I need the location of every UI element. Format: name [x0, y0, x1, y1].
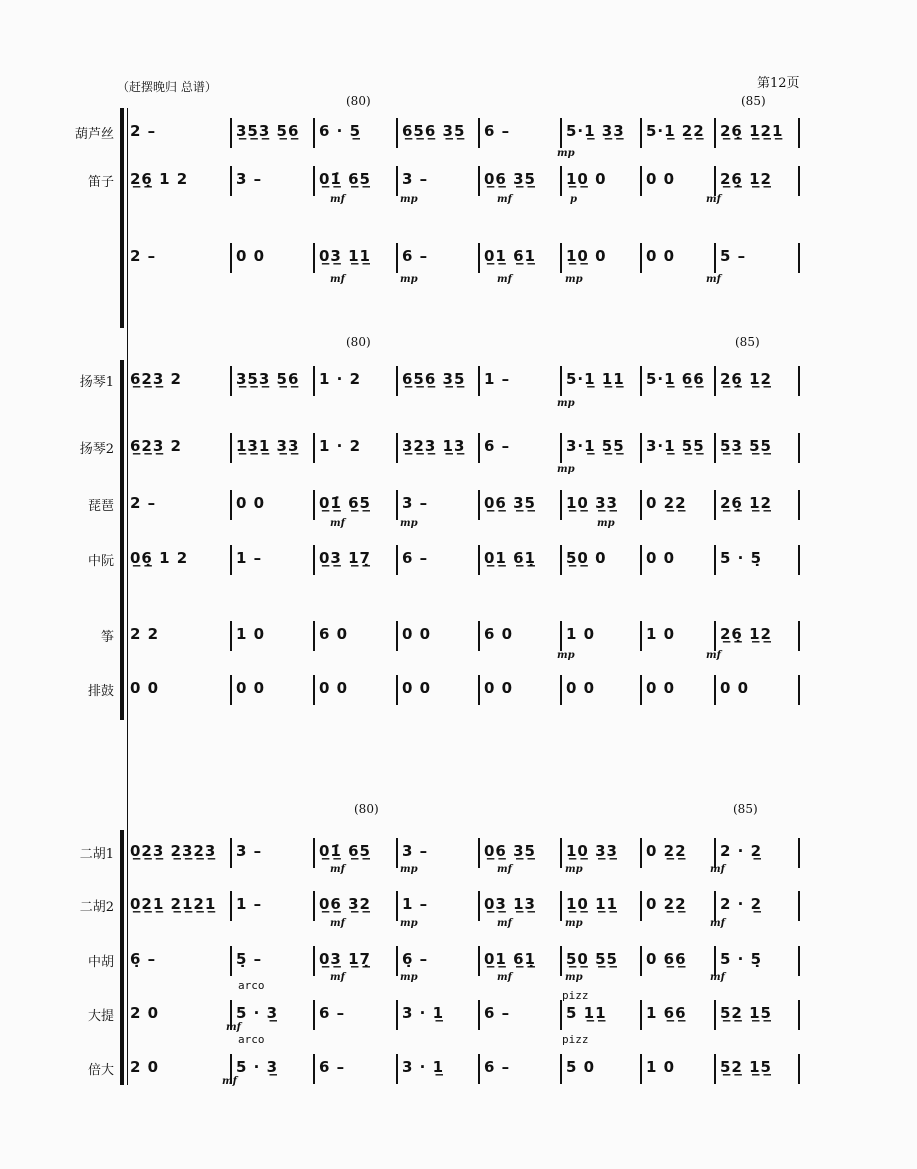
measure-number-85: (85)	[733, 802, 758, 816]
measure-notes: 0̲6̲ 3̲5̲	[484, 170, 536, 188]
barline	[640, 366, 642, 396]
measure-notes: 3̲5̲3̲ 5̲6̲	[236, 122, 300, 140]
dynamic-mp: mp	[400, 518, 418, 529]
staff-row	[128, 433, 803, 463]
dynamic-mp: mp	[400, 194, 418, 205]
barline	[714, 675, 716, 705]
measure-notes: 0̲6̲ 3̲5̲	[484, 494, 536, 512]
measure-notes: 6 · 5̲	[319, 122, 362, 140]
barline	[640, 118, 642, 148]
measure-notes: 5 · 3̲	[236, 1058, 279, 1076]
barline	[798, 366, 800, 396]
dynamic-mf: mf	[330, 274, 345, 285]
instrument-label: 扬琴1	[79, 375, 114, 390]
measure-notes: 0̲1̲̇ 6̲5̲	[319, 170, 371, 188]
barline	[714, 433, 716, 463]
barline	[396, 243, 398, 273]
measure-notes: 1 6̲6̲	[646, 1004, 687, 1022]
measure-notes: 3 –	[236, 842, 263, 860]
measure-notes: 2̲6̣̲ 1 2	[130, 170, 189, 188]
barline	[798, 621, 800, 651]
barline	[714, 621, 716, 651]
measure-notes: 1̲0̲ 3̲3̲	[566, 494, 618, 512]
measure-notes: 1 –	[402, 895, 429, 913]
system1-brace	[120, 108, 124, 328]
dynamic-mf: mf	[330, 864, 345, 875]
measure-notes: 1̲0̲ 1̲1̲	[566, 895, 618, 913]
barline	[640, 166, 642, 196]
measure-notes: 0̲2̲1̲ 2̲1̲2̲1̲	[130, 895, 217, 913]
barline	[396, 1054, 398, 1084]
dynamic-mp: mp	[565, 972, 583, 983]
barline	[640, 838, 642, 868]
barline	[560, 838, 562, 868]
dynamic-mf: mf	[222, 1076, 237, 1087]
barline	[714, 366, 716, 396]
measure-notes: 3 · 1̲	[402, 1058, 445, 1076]
barline	[396, 433, 398, 463]
barline	[714, 490, 716, 520]
measure-notes: 6 –	[484, 122, 511, 140]
measure-notes: 1 0	[566, 625, 596, 643]
dynamic-mf: mf	[226, 1022, 241, 1033]
instrument-label: 中阮	[87, 554, 114, 569]
measure-notes: 6 –	[402, 247, 429, 265]
measure-notes: 0 0	[566, 679, 596, 697]
barline	[714, 1054, 716, 1084]
barline	[313, 243, 315, 273]
measure-notes: 6̲5̲6̲ 3̲5̲	[402, 370, 466, 388]
measure-notes: 0 0	[236, 494, 266, 512]
measure-notes: 5 –	[720, 247, 747, 265]
measure-notes: 0 6̲6̲	[646, 950, 687, 968]
barline	[313, 891, 315, 921]
measure-notes: 0̲1̲ 6̲1̣̲	[484, 950, 536, 968]
dynamic-mp: mp	[565, 864, 583, 875]
measure-notes: 6̣ –	[402, 950, 429, 968]
dynamic-mf: mf	[706, 650, 721, 661]
measure-notes: 0 0	[646, 679, 676, 697]
barline	[396, 118, 398, 148]
technique-pizz: pizz	[562, 1033, 589, 1046]
barline	[560, 118, 562, 148]
barline	[313, 166, 315, 196]
measure-notes: 5 · 5̣	[720, 549, 763, 567]
barline	[313, 838, 315, 868]
measure-notes: 5̲2̲ 1̲5̲	[720, 1058, 772, 1076]
barline	[640, 675, 642, 705]
instrument-label: 扬琴2	[79, 442, 114, 457]
measure-notes: 0 0	[236, 679, 266, 697]
measure-notes: 1̲3̲1̲ 3̲3̲	[236, 437, 300, 455]
barline	[714, 118, 716, 148]
barline	[478, 675, 480, 705]
measure-notes: 1 –	[236, 549, 263, 567]
staff-row	[128, 366, 803, 396]
barline	[798, 490, 800, 520]
measure-notes: 2 2	[130, 625, 160, 643]
measure-notes: 5 · 3̲	[236, 1004, 279, 1022]
barline	[230, 243, 232, 273]
measure-notes: 5̲0̲ 5̲5̲	[566, 950, 618, 968]
instrument-label: 葫芦丝	[74, 127, 114, 142]
instrument-label: 二胡2	[79, 900, 114, 915]
measure-notes: 1̲0̲ 0	[566, 247, 607, 265]
technique-pizz: pizz	[562, 989, 589, 1002]
measure-notes: 5̲2̲ 1̲5̲	[720, 1004, 772, 1022]
measure-notes: 1 0	[646, 1058, 676, 1076]
measure-notes: 6̲2̲3̲ 2	[130, 370, 182, 388]
barline	[396, 1000, 398, 1030]
measure-notes: 2 –	[130, 494, 157, 512]
measure-notes: 5·1̲ 3̲3̲	[566, 122, 625, 140]
measure-notes: 0̲3̲ 1̲3̲	[484, 895, 536, 913]
score-subtitle: （赶摆晚归 总谱）	[117, 80, 217, 94]
measure-notes: 1 0	[646, 625, 676, 643]
barline	[313, 621, 315, 651]
measure-notes: 0̲6̲ 3̲2̲	[319, 895, 371, 913]
barline	[640, 891, 642, 921]
measure-notes: 6̣ –	[130, 950, 157, 968]
measure-notes: 0 0	[236, 247, 266, 265]
measure-notes: 6 0	[484, 625, 514, 643]
measure-notes: 2̲6̣̲ 1̲2̲	[720, 625, 772, 643]
staff-row	[128, 166, 803, 196]
dynamic-mp: mp	[565, 918, 583, 929]
barline	[313, 545, 315, 575]
barline	[640, 490, 642, 520]
measure-notes: 0 0	[130, 679, 160, 697]
measure-notes: 0̲1̲̇ 6̲5̲	[319, 494, 371, 512]
measure-notes: 1 · 2	[319, 437, 362, 455]
instrument-label: 排鼓	[87, 684, 114, 699]
barline	[640, 621, 642, 651]
dynamic-mf: mf	[330, 918, 345, 929]
measure-notes: 0 2̲2̲	[646, 895, 687, 913]
barline	[560, 1000, 562, 1030]
instrument-label: 倍大	[87, 1063, 114, 1078]
measure-notes: 3̲2̲3̲ 1̲3̲	[402, 437, 466, 455]
barline	[478, 166, 480, 196]
measure-notes: 5·1̲ 6̲6̲	[646, 370, 705, 388]
page-number: 第12页	[757, 76, 800, 91]
measure-notes: 3 · 1̲	[402, 1004, 445, 1022]
dynamic-mf: mf	[710, 864, 725, 875]
measure-notes: 6 –	[484, 437, 511, 455]
barline	[313, 490, 315, 520]
measure-notes: 1 –	[484, 370, 511, 388]
staff-row	[128, 545, 803, 575]
measure-notes: 3 –	[402, 170, 429, 188]
instrument-label: 筝	[100, 630, 114, 645]
technique-arco: arco	[238, 1033, 265, 1046]
barline	[478, 545, 480, 575]
measure-notes: 3 –	[402, 842, 429, 860]
measure-number-80: (80)	[346, 94, 371, 108]
measure-notes: 5̲3̲ 5̲5̲	[720, 437, 772, 455]
measure-notes: 5̲0̲ 0	[566, 549, 607, 567]
measure-notes: 2̲6̣̲ 1̲2̲1̲	[720, 122, 784, 140]
measure-notes: 1 0	[236, 625, 266, 643]
dynamic-mf: mf	[706, 274, 721, 285]
barline	[560, 490, 562, 520]
dynamic-mp: mp	[400, 918, 418, 929]
measure-notes: 0 0	[484, 679, 514, 697]
barline	[640, 243, 642, 273]
barline	[714, 243, 716, 273]
barline	[396, 545, 398, 575]
barline	[798, 545, 800, 575]
staff-row	[128, 243, 803, 273]
measure-notes: 5 1̲1̲	[566, 1004, 607, 1022]
measure-notes: 0̲3̲ 1̲7̣̲	[319, 549, 371, 567]
measure-number-85: (85)	[735, 335, 760, 349]
barline	[396, 366, 398, 396]
barline	[230, 946, 232, 976]
barline	[798, 1000, 800, 1030]
barline	[230, 675, 232, 705]
measure-notes: 0 0	[402, 625, 432, 643]
barline	[714, 166, 716, 196]
measure-notes: 2 0	[130, 1004, 160, 1022]
measure-notes: 0̲3̲ 1̲1̲	[319, 247, 371, 265]
dynamic-mf: mf	[330, 518, 345, 529]
dynamic-mf: mf	[710, 972, 725, 983]
barline	[798, 946, 800, 976]
measure-notes: 0̲1̲ 6̲1̲	[484, 247, 536, 265]
instrument-label: 琵琶	[87, 499, 114, 514]
barline	[798, 433, 800, 463]
staff-row	[128, 675, 803, 705]
measure-notes: 2 0	[130, 1058, 160, 1076]
barline	[396, 891, 398, 921]
staff-row	[128, 838, 803, 868]
measure-notes: 6 –	[484, 1004, 511, 1022]
measure-notes: 0̲2̲3̲ 2̲3̲2̲3̲	[130, 842, 217, 860]
staff-row	[128, 891, 803, 921]
barline	[560, 166, 562, 196]
instrument-label: 大提	[87, 1009, 114, 1024]
measure-notes: 0̲6̲ 3̲5̲	[484, 842, 536, 860]
measure-notes: 0 2̲2̲	[646, 842, 687, 860]
barline	[714, 545, 716, 575]
barline	[798, 891, 800, 921]
barline	[560, 621, 562, 651]
system2-brace	[120, 360, 124, 720]
measure-notes: 6 –	[319, 1058, 346, 1076]
measure-notes: 6 –	[402, 549, 429, 567]
dynamic-mf: mf	[330, 972, 345, 983]
dynamic-mp: mp	[557, 398, 575, 409]
dynamic-mp: mp	[400, 274, 418, 285]
measure-notes: 6 –	[484, 1058, 511, 1076]
instrument-label: 二胡1	[79, 847, 114, 862]
barline	[313, 1000, 315, 1030]
barline	[798, 166, 800, 196]
measure-notes: 5 0	[566, 1058, 596, 1076]
barline	[230, 891, 232, 921]
dynamic-mp: mp	[557, 650, 575, 661]
barline	[560, 675, 562, 705]
barline	[798, 838, 800, 868]
barline	[478, 838, 480, 868]
barline	[230, 838, 232, 868]
barline	[313, 118, 315, 148]
dynamic-mp: mp	[400, 864, 418, 875]
measure-number-80: (80)	[354, 802, 379, 816]
measure-notes: 0̲6̣̲ 1 2	[130, 549, 189, 567]
measure-notes: 2 –	[130, 247, 157, 265]
barline	[396, 838, 398, 868]
barline	[313, 433, 315, 463]
instrument-label: 中胡	[87, 955, 114, 970]
barline	[230, 621, 232, 651]
barline	[478, 118, 480, 148]
barline	[560, 946, 562, 976]
staff-row	[128, 118, 803, 148]
measure-notes: 1̲0̲ 0	[566, 170, 607, 188]
measure-notes: 2̲6̣̲ 1̲2̲	[720, 170, 772, 188]
measure-notes: 0 0	[646, 247, 676, 265]
barline	[313, 675, 315, 705]
technique-arco: arco	[238, 979, 265, 992]
measure-notes: 2 · 2̲	[720, 895, 763, 913]
measure-notes: 6 –	[319, 1004, 346, 1022]
barline	[798, 675, 800, 705]
dynamic-mf: mf	[497, 274, 512, 285]
measure-notes: 3·1̲ 5̲5̲	[646, 437, 705, 455]
barline	[560, 545, 562, 575]
dynamic-mf: mf	[497, 918, 512, 929]
barline	[313, 1054, 315, 1084]
measure-notes: 5·1̲ 2̲2̲	[646, 122, 705, 140]
measure-notes: 2 · 2̲	[720, 842, 763, 860]
barline	[714, 891, 716, 921]
measure-number-85: (85)	[741, 94, 766, 108]
measure-notes: 2̲6̣̲ 1̲2̲	[720, 494, 772, 512]
barline	[230, 433, 232, 463]
dynamic-mf: mf	[497, 194, 512, 205]
measure-notes: 3·1̲ 5̲5̲	[566, 437, 625, 455]
barline	[478, 243, 480, 273]
barline	[478, 1054, 480, 1084]
barline	[230, 166, 232, 196]
measure-notes: 3 –	[402, 494, 429, 512]
barline	[714, 1000, 716, 1030]
system3-brace	[120, 830, 124, 1085]
measure-notes: 2 –	[130, 122, 157, 140]
barline	[230, 118, 232, 148]
barline	[230, 366, 232, 396]
dynamic-p: p	[570, 194, 577, 205]
barline	[640, 946, 642, 976]
measure-notes: 0 2̲2̲	[646, 494, 687, 512]
measure-notes: 2̲6̣̲ 1̲2̲	[720, 370, 772, 388]
measure-notes: 0 0	[720, 679, 750, 697]
dynamic-mp: mp	[557, 464, 575, 475]
measure-notes: 0 0	[402, 679, 432, 697]
instrument-label: 笛子	[87, 175, 114, 190]
dynamic-mf: mf	[706, 194, 721, 205]
barline	[640, 1054, 642, 1084]
barline	[313, 946, 315, 976]
measure-notes: 0 0	[646, 549, 676, 567]
measure-notes: 0̲1̲ 6̲1̣̲	[484, 549, 536, 567]
barline	[478, 946, 480, 976]
dynamic-mf: mf	[497, 864, 512, 875]
barline	[640, 545, 642, 575]
barline	[798, 1054, 800, 1084]
measure-notes: 6̲2̲3̲ 2	[130, 437, 182, 455]
dynamic-mp: mp	[557, 148, 575, 159]
barline	[230, 545, 232, 575]
measure-notes: 5̣ –	[236, 950, 263, 968]
barline	[396, 166, 398, 196]
barline	[478, 891, 480, 921]
measure-notes: 1̲0̲ 3̲3̲	[566, 842, 618, 860]
barline	[478, 621, 480, 651]
measure-notes: 6 0	[319, 625, 349, 643]
measure-notes: 0̲1̲̇ 6̲5̲	[319, 842, 371, 860]
staff-row	[128, 490, 803, 520]
measure-notes: 1 · 2	[319, 370, 362, 388]
staff-row	[128, 621, 803, 651]
measure-notes: 0 0	[319, 679, 349, 697]
barline	[396, 675, 398, 705]
barline	[396, 946, 398, 976]
measure-notes: 1 –	[236, 895, 263, 913]
barline	[640, 433, 642, 463]
barline	[396, 490, 398, 520]
barline	[560, 433, 562, 463]
barline	[560, 1054, 562, 1084]
dynamic-mp: mp	[597, 518, 615, 529]
barline	[230, 490, 232, 520]
measure-number-80: (80)	[346, 335, 371, 349]
barline	[478, 1000, 480, 1030]
dynamic-mf: mf	[497, 972, 512, 983]
dynamic-mf: mf	[330, 194, 345, 205]
measure-notes: 0̲3̲ 1̲7̣̲	[319, 950, 371, 968]
barline	[798, 243, 800, 273]
staff-row	[128, 946, 803, 976]
barline	[560, 243, 562, 273]
barline	[560, 891, 562, 921]
barline	[798, 118, 800, 148]
measure-notes: 3 –	[236, 170, 263, 188]
barline	[640, 1000, 642, 1030]
measure-notes: 5 · 5̣	[720, 950, 763, 968]
barline	[478, 366, 480, 396]
barline	[478, 433, 480, 463]
measure-notes: 0 0	[646, 170, 676, 188]
dynamic-mf: mf	[710, 918, 725, 929]
barline	[560, 366, 562, 396]
barline	[396, 621, 398, 651]
barline	[313, 366, 315, 396]
barline	[478, 490, 480, 520]
measure-notes: 5·1̲ 1̲1̲	[566, 370, 625, 388]
dynamic-mp: mp	[565, 274, 583, 285]
measure-notes: 3̲5̲3̲ 5̲6̲	[236, 370, 300, 388]
measure-notes: 6̲5̲6̲ 3̲5̲	[402, 122, 466, 140]
dynamic-mp: mp	[400, 972, 418, 983]
